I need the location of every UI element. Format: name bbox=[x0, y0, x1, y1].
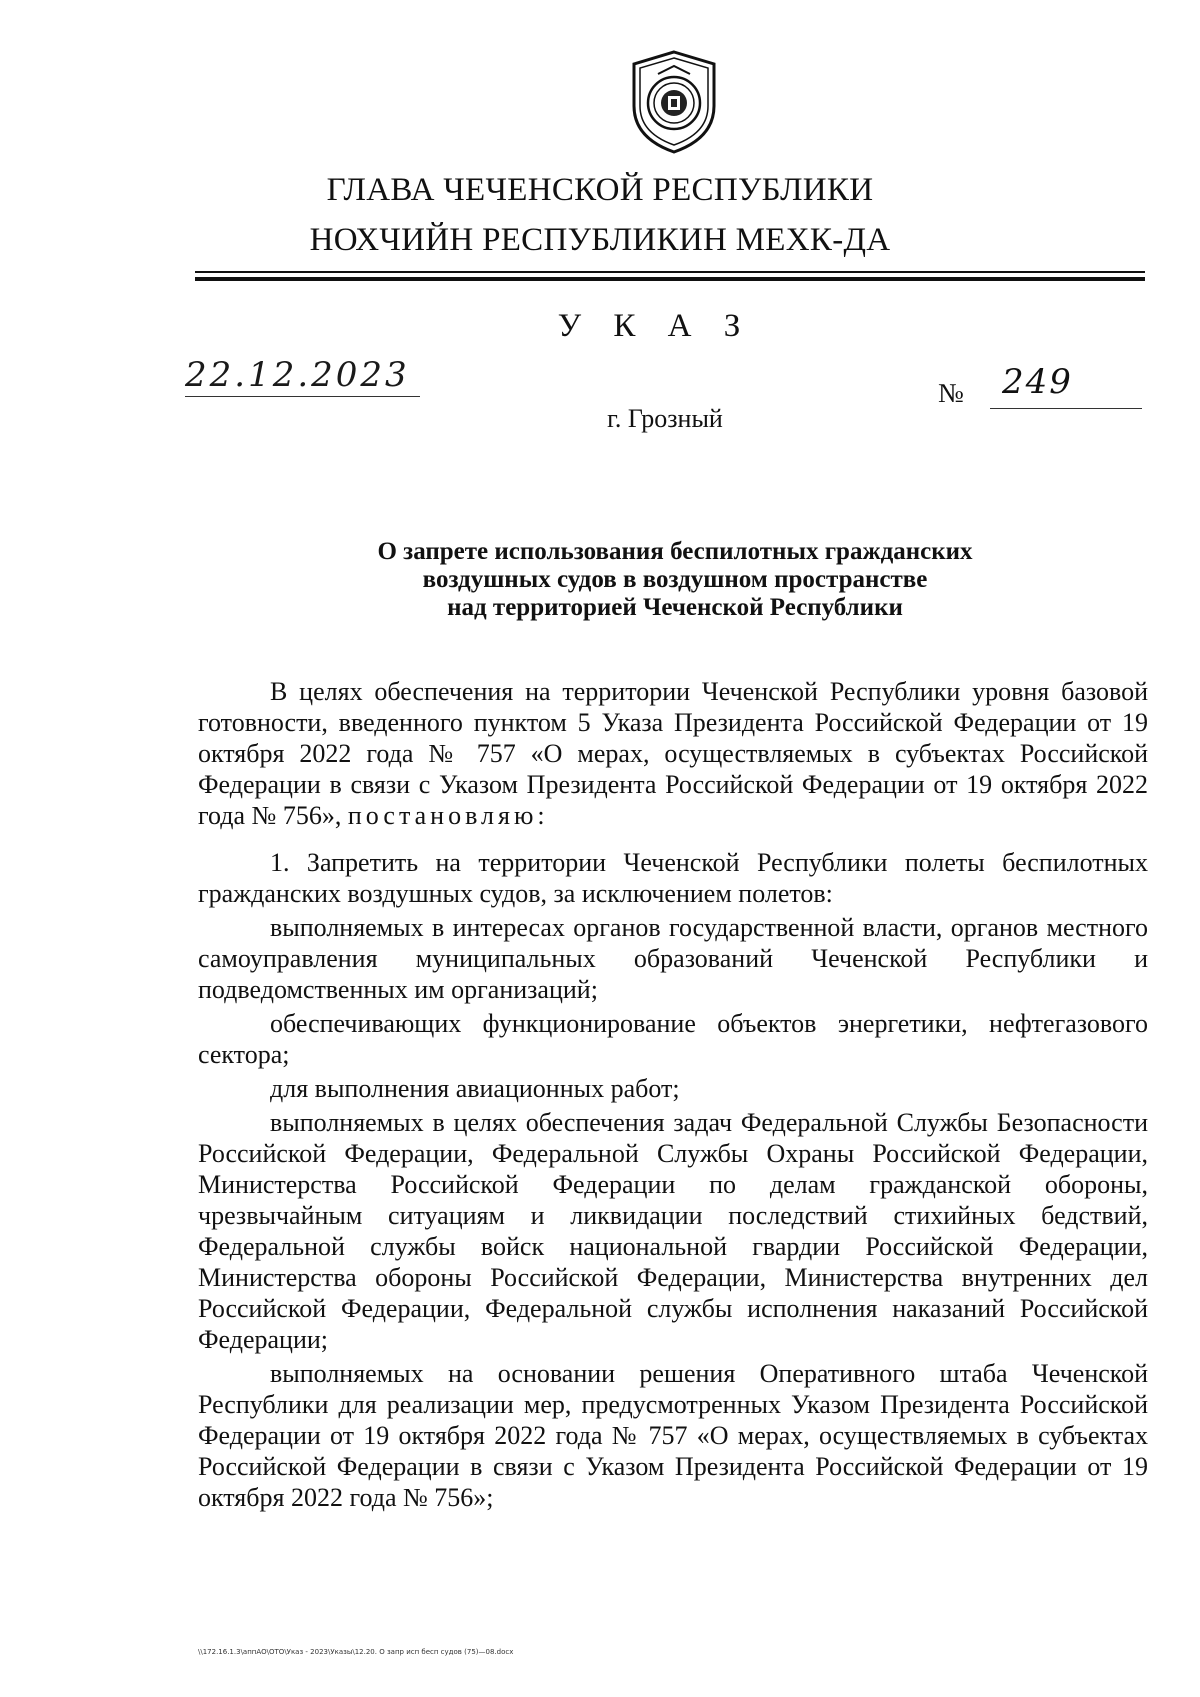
header-divider-thick bbox=[195, 277, 1145, 281]
title-line: О запрете использования беспилотных гражданских bbox=[377, 538, 973, 565]
handwritten-number: 249 bbox=[1002, 362, 1073, 402]
issuer-title: ГЛАВА ЧЕЧЕНСКОЙ РЕСПУБЛИКИ bbox=[326, 172, 874, 208]
header-divider-thin bbox=[195, 271, 1145, 273]
date-underline bbox=[185, 396, 420, 397]
title-line: воздушных судов в воздушном пространстве bbox=[422, 566, 928, 593]
body-paragraph: обеспечивающих функционирование объектов энергетики, нефтегазового сектора; bbox=[198, 1009, 1148, 1069]
body-paragraph: выполняемых в интересах органов государственной власти, органов местного самоуправления муниципальных образований Чеченской Республики и подведомственных им организаций; bbox=[198, 913, 1148, 1004]
body-paragraph: выполняемых на основании решения Оперативного штаба Чеченской Республики для реализации мер, предусмотренных Указом Президента Российской Федерации от 19 октября 2022 года № 757 «О мерах, осуществляемых в субъектах Российской Федерации в связи с Указом Президента Российской Федерации от 19 октября 2022 года № 756»; bbox=[198, 1359, 1148, 1512]
issuer-title-chechen: НОХЧИЙН РЕСПУБЛИКИН МЕХК-ДА bbox=[309, 222, 891, 258]
document-body bbox=[198, 676, 1148, 1516]
preamble-text: В целях обеспечения на территории Чеченской Республики уровня базовой готовности, введенного пунктом 5 Указа Президента Российской Федерации от 19 октября 2022 года № 757 «О мерах, осуществляемых в субъектах Российской Федерации в связи с Указом Президента Российской Федерации от 19 октября 2022 года № 756», bbox=[198, 677, 1148, 830]
body-paragraph: 1. Запретить на территории Чеченской Республики полеты беспилотных гражданских воздушных судов, за исключением полетов: bbox=[198, 848, 1148, 908]
title-line: над территорией Чеченской Республики bbox=[447, 594, 903, 621]
preamble-paragraph bbox=[198, 676, 1148, 831]
file-path-footer: \\172.16.1.3\аппАО\ОТО\Указ - 2023\Указы\12.20. О запр исп бесп судов (75)—08.docx bbox=[198, 1648, 514, 1656]
body-paragraph: выполняемых в целях обеспечения задач Федеральной Службы Безопасности Российской Федерации, Федеральной Службы Охраны Российской Федерации, Министерства Российской Федерации по делам гражданской обороны, чрезвычайным ситуациям и ликвидации последствий стихийных бедствий, Федеральной службы войск национальной гвардии Российской Федерации, Министерства обороны Российской Федерации, Министерства внутренних дел Российской Федерации, Федеральной службы исполнения наказаний Российской Федерации; bbox=[198, 1108, 1148, 1354]
document-type: У К А З bbox=[557, 308, 753, 344]
decree-word: постановляю: bbox=[347, 801, 549, 830]
number-label: № bbox=[938, 378, 964, 408]
document-title bbox=[195, 538, 1155, 622]
city: г. Грозный bbox=[607, 404, 723, 433]
body-paragraph: для выполнения авиационных работ; bbox=[270, 1074, 680, 1103]
handwritten-date: 22.12.2023 bbox=[185, 355, 410, 395]
coat-of-arms-emblem bbox=[628, 48, 720, 156]
